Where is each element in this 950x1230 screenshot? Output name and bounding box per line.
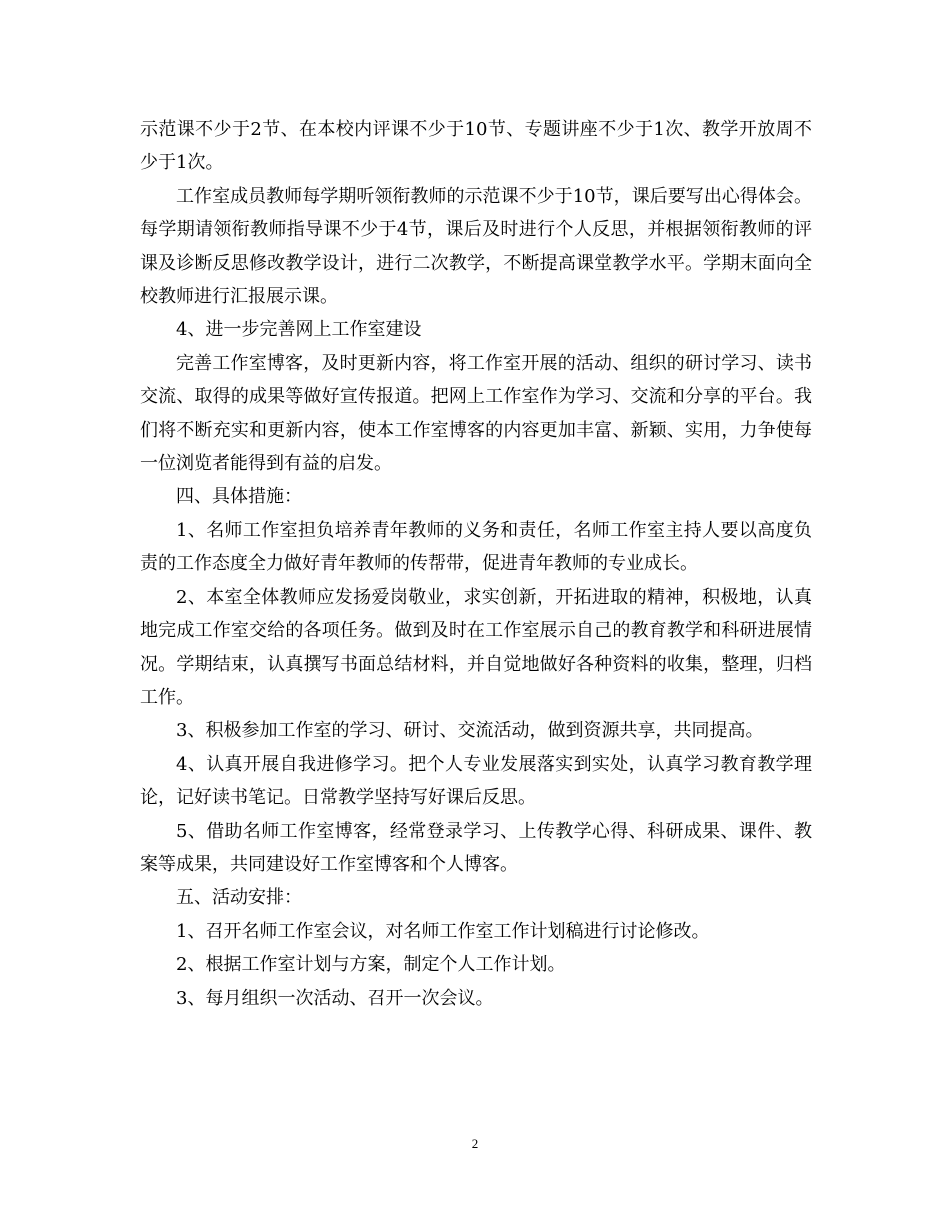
- paragraph-measure-3: 3、积极参加工作室的学习、研讨、交流活动，做到资源共享，共同提高。: [176, 720, 764, 742]
- paragraph-activity-2: 2、根据工作室计划与方案，制定个人工作计划。: [176, 954, 566, 976]
- paragraph-demo-lesson-continuation: 示范课不少于2节、在本校内评课不少于10节、专题讲座不少于1次、教学开放周不少于1次。: [140, 119, 812, 174]
- section-heading-activities: 五、活动安排：: [176, 887, 302, 909]
- paragraph-measure-1: 1、名师工作室担负培养青年教师的义务和责任，名师工作室主持人要以高度负责的工作态度全力做好青年教师的传帮带，促进青年教师的专业成长。: [140, 519, 812, 575]
- paragraph-online-studio-heading: 4、进一步完善网上工作室建设: [176, 319, 422, 341]
- paragraph-measure-5: 5、借助名师工作室博客，经常登录学习、上传教学心得、科研成果、课件、教案等成果，共同建设好工作室博客和个人博客。: [140, 820, 812, 875]
- document-body: [140, 113, 812, 1015]
- paragraph-measure-2: 2、本室全体教师应发扬爱岗敬业，求实创新，开拓进取的精神，积极地，认真地完成工作室交给的各项任务。做到及时在工作室展示自己的教育教学和科研进展情况。学期结束，认真撰写书面总结材料，并自觉地做好各种资料的收集，整理，归档工作。: [140, 586, 812, 708]
- paragraph-measure-4: 4、认真开展自我进修学习。把个人专业发展落实到实处，认真学习教育教学理论，记好读书笔记。日常教学坚持写好课后反思。: [140, 753, 812, 809]
- paragraph-activity-1: 1、召开名师工作室会议，对名师工作室工作计划稿进行讨论修改。: [176, 920, 710, 942]
- paragraph-member-teachers: 工作室成员教师每学期听领衔教师的示范课不少于10节，课后要写出心得体会。每学期请领衔教师指导课不少于4节，课后及时进行个人反思，并根据领衔教师的评课及诊断反思修改教学设计，进行二次教学，不断提高课堂教学水平。学期末面向全校教师进行汇报展示课。: [140, 185, 812, 308]
- paragraph-activity-3: 3、每月组织一次活动、召开一次会议。: [176, 987, 494, 1009]
- section-heading-measures: 四、具体措施：: [176, 486, 302, 508]
- page-number: 2: [471, 1136, 479, 1151]
- paragraph-online-studio-blog: 完善工作室博客，及时更新内容，将工作室开展的活动、组织的研讨学习、读书交流、取得的成果等做好宣传报道。把网上工作室作为学习、交流和分享的平台。我们将不断充实和更新内容，使本工作室博客的内容更加丰富、新颖、实用，力争使每一位浏览者能得到有益的启发。: [140, 352, 812, 475]
